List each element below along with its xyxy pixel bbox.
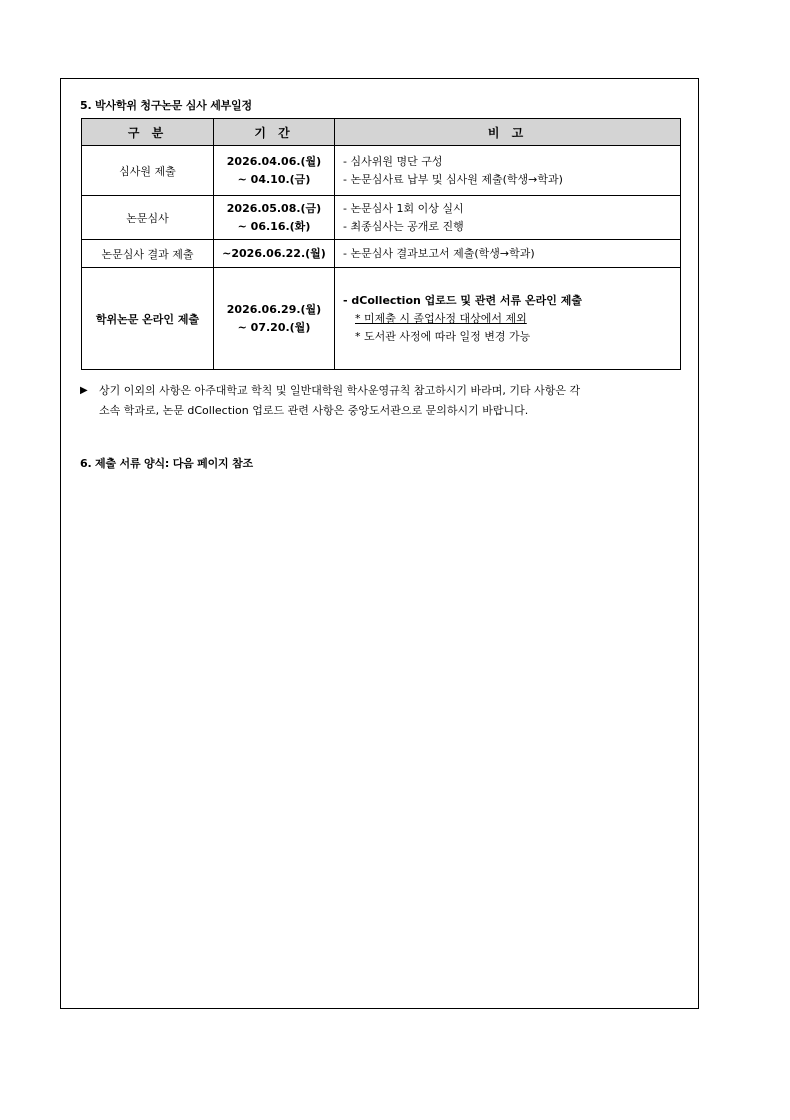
period-start: 2026.05.08.(금) — [226, 201, 322, 215]
remark-line: - 최종심사는 공개로 진행 — [343, 219, 464, 233]
section-6-title: 6. 제출 서류 양식: 다음 페이지 참조 — [80, 457, 253, 470]
triangle-bullet-icon: ▶ — [80, 385, 88, 396]
footnote — [80, 381, 684, 421]
row-remarks — [335, 268, 681, 370]
row-period — [214, 146, 335, 196]
header-remarks: 비 고 — [335, 119, 681, 146]
section-5-title: 5. 박사학위 청구논문 심사 세부일정 — [80, 99, 252, 112]
row-remarks — [335, 146, 681, 196]
row-remarks: - 논문심사 결과보고서 제출(학생→학과) — [335, 240, 681, 268]
footnote-line — [80, 401, 684, 421]
header-category: 구 분 — [82, 119, 214, 146]
table-row — [82, 268, 681, 370]
row-remarks — [335, 196, 681, 240]
remark-line: - 논문심사료 납부 및 심사원 제출(학생→학과) — [343, 172, 563, 186]
schedule-table — [81, 118, 681, 370]
period-start: 2026.06.29.(월) — [226, 302, 322, 316]
header-period: 기 간 — [214, 119, 335, 146]
footnote-text: 상기 이외의 사항은 아주대학교 학칙 및 일반대학원 학사운영규칙 참고하시기 바라며, 기타 사항은 각 — [99, 384, 581, 397]
remark-subitem: * 도서관 사정에 따라 일정 변경 가능 — [355, 329, 531, 343]
remark-line: - 논문심사 1회 이상 실시 — [343, 201, 464, 215]
row-period: ~2026.06.22.(월) — [214, 240, 335, 268]
row-category: 심사원 제출 — [82, 146, 214, 196]
table-row — [82, 240, 681, 268]
period-start: 2026.04.06.(월) — [226, 154, 322, 168]
row-period — [214, 268, 335, 370]
remark-subitem: * 미제출 시 졸업사정 대상에서 제외 — [355, 311, 527, 325]
period-end: ~ 07.20.(월) — [237, 320, 311, 334]
document-frame — [60, 78, 699, 1009]
table-row — [82, 196, 681, 240]
row-category: 논문심사 — [82, 196, 214, 240]
row-category: 논문심사 결과 제출 — [82, 240, 214, 268]
period-end: ~ 04.10.(금) — [237, 172, 311, 186]
table-header-row — [82, 119, 681, 146]
footnote-text: 소속 학과로, 논문 dCollection 업로드 관련 사항은 중앙도서관으로 문의하시기 바랍니다. — [99, 404, 529, 417]
remark-line: - 심사위원 명단 구성 — [343, 154, 443, 168]
table-row — [82, 146, 681, 196]
footnote-line — [80, 381, 684, 401]
remark-line: - dCollection 업로드 및 관련 서류 온라인 제출 — [343, 293, 582, 307]
period-end: ~ 06.16.(화) — [237, 219, 311, 233]
row-period — [214, 196, 335, 240]
row-category: 학위논문 온라인 제출 — [82, 268, 214, 370]
